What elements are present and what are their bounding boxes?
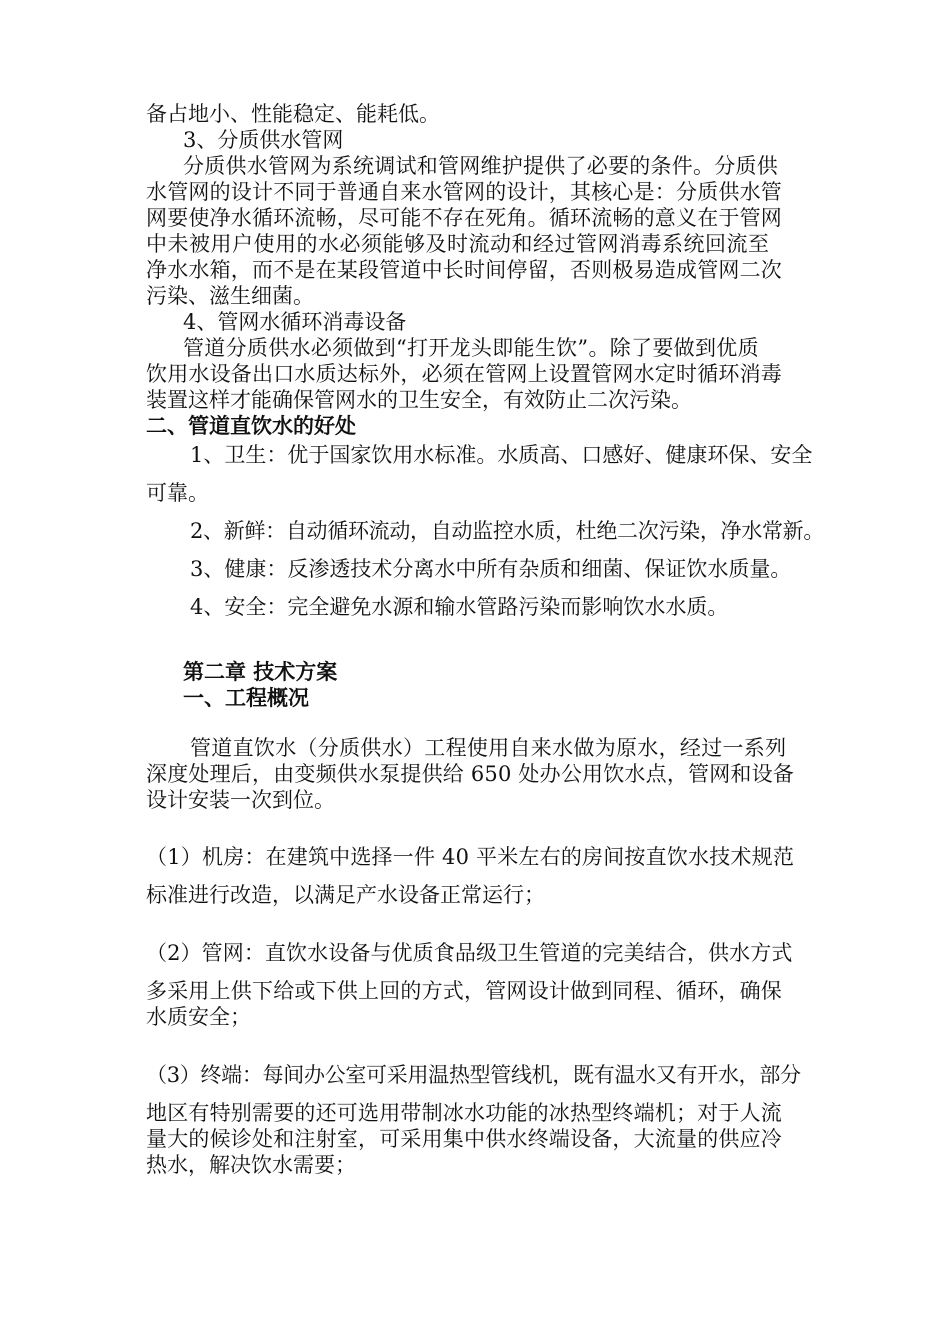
- item-machine-room-cont: 标准进行改造，以满足产水设备正常运行；: [146, 883, 545, 907]
- paragraph-line: 中未被用户使用的水必须能够及时流动和经过管网消毒系统回流至: [146, 232, 770, 256]
- benefit-item-hygiene: 1、卫生：优于国家饮用水标准。水质高、口感好、健康环保、安全: [190, 443, 813, 467]
- item-terminal-cont: 地区有特别需要的还可选用带制冰水功能的冰热型终端机；对于人流: [146, 1101, 782, 1125]
- paragraph-line: 饮用水设备出口水质达标外，必须在管网上设置管网水定时循环消毒: [146, 362, 782, 386]
- item-pipe-network-cont: 多采用上供下给或下供上回的方式，管网设计做到同程、循环，确保: [146, 979, 782, 1003]
- item-pipe-network-cont: 水质安全；: [146, 1005, 251, 1029]
- benefit-item-hygiene-cont: 可靠。: [146, 481, 209, 505]
- paragraph-line: 网要使净水循环流畅，尽可能不存在死角。循环流畅的意义在于管网: [146, 206, 782, 230]
- benefit-item-safety: 4、安全：完全避免水源和输水管路污染而影响饮水水质。: [190, 595, 729, 619]
- benefit-item-fresh: 2、新鲜：自动循环流动，自动监控水质，杜绝二次污染，净水常新。: [190, 519, 825, 543]
- paragraph-line: 分质供水管网为系统调试和管网维护提供了必要的条件。分质供: [183, 154, 778, 178]
- paragraph-line: 设计安装一次到位。: [146, 788, 335, 812]
- section-heading-3: 3、分质供水管网: [183, 128, 344, 152]
- paragraph-line: 深度处理后，由变频供水泵提供给 650 处办公用饮水点，管网和设备: [146, 762, 795, 786]
- item-terminal-cont: 量大的候诊处和注射室，可采用集中供水终端设备，大流量的供应冷: [146, 1127, 782, 1151]
- paragraph-line: 装置这样才能确保管网水的卫生安全，有效防止二次污染。: [146, 388, 692, 412]
- paragraph-line: 水管网的设计不同于普通自来水管网的设计，其核心是：分质供水管: [146, 180, 782, 204]
- item-terminal-cont: 热水，解决饮水需要；: [146, 1153, 356, 1177]
- paragraph-line: 备占地小、性能稳定、能耗低。: [146, 102, 440, 126]
- benefit-item-health: 3、健康：反渗透技术分离水中所有杂质和细菌、保证饮水质量。: [190, 557, 792, 581]
- paragraph-line: 净水水箱，而不是在某段管道中长时间停留，否则极易造成管网二次: [146, 258, 782, 282]
- section-heading-benefits: 二、管道直饮水的好处: [146, 414, 356, 438]
- section-heading-4: 4、管网水循环消毒设备: [183, 310, 407, 334]
- section-heading-overview: 一、工程概况: [183, 686, 309, 710]
- chapter-title: 第二章 技术方案: [183, 660, 338, 684]
- item-pipe-network: （2）管网：直饮水设备与优质食品级卫生管道的完美结合，供水方式: [146, 941, 793, 965]
- paragraph-line: 管道直饮水（分质供水）工程使用自来水做为原水，经过一系列: [190, 736, 787, 760]
- paragraph-line: 污染、滋生细菌。: [146, 284, 314, 308]
- item-terminal: （3）终端：每间办公室可采用温热型管线机，既有温水又有开水，部分: [146, 1063, 801, 1087]
- paragraph-line: 管道分质供水必须做到“打开龙头即能生饮”。除了要做到优质: [183, 336, 759, 360]
- item-machine-room: （1）机房：在建筑中选择一件 40 平米左右的房间按直饮水技术规范: [146, 845, 795, 869]
